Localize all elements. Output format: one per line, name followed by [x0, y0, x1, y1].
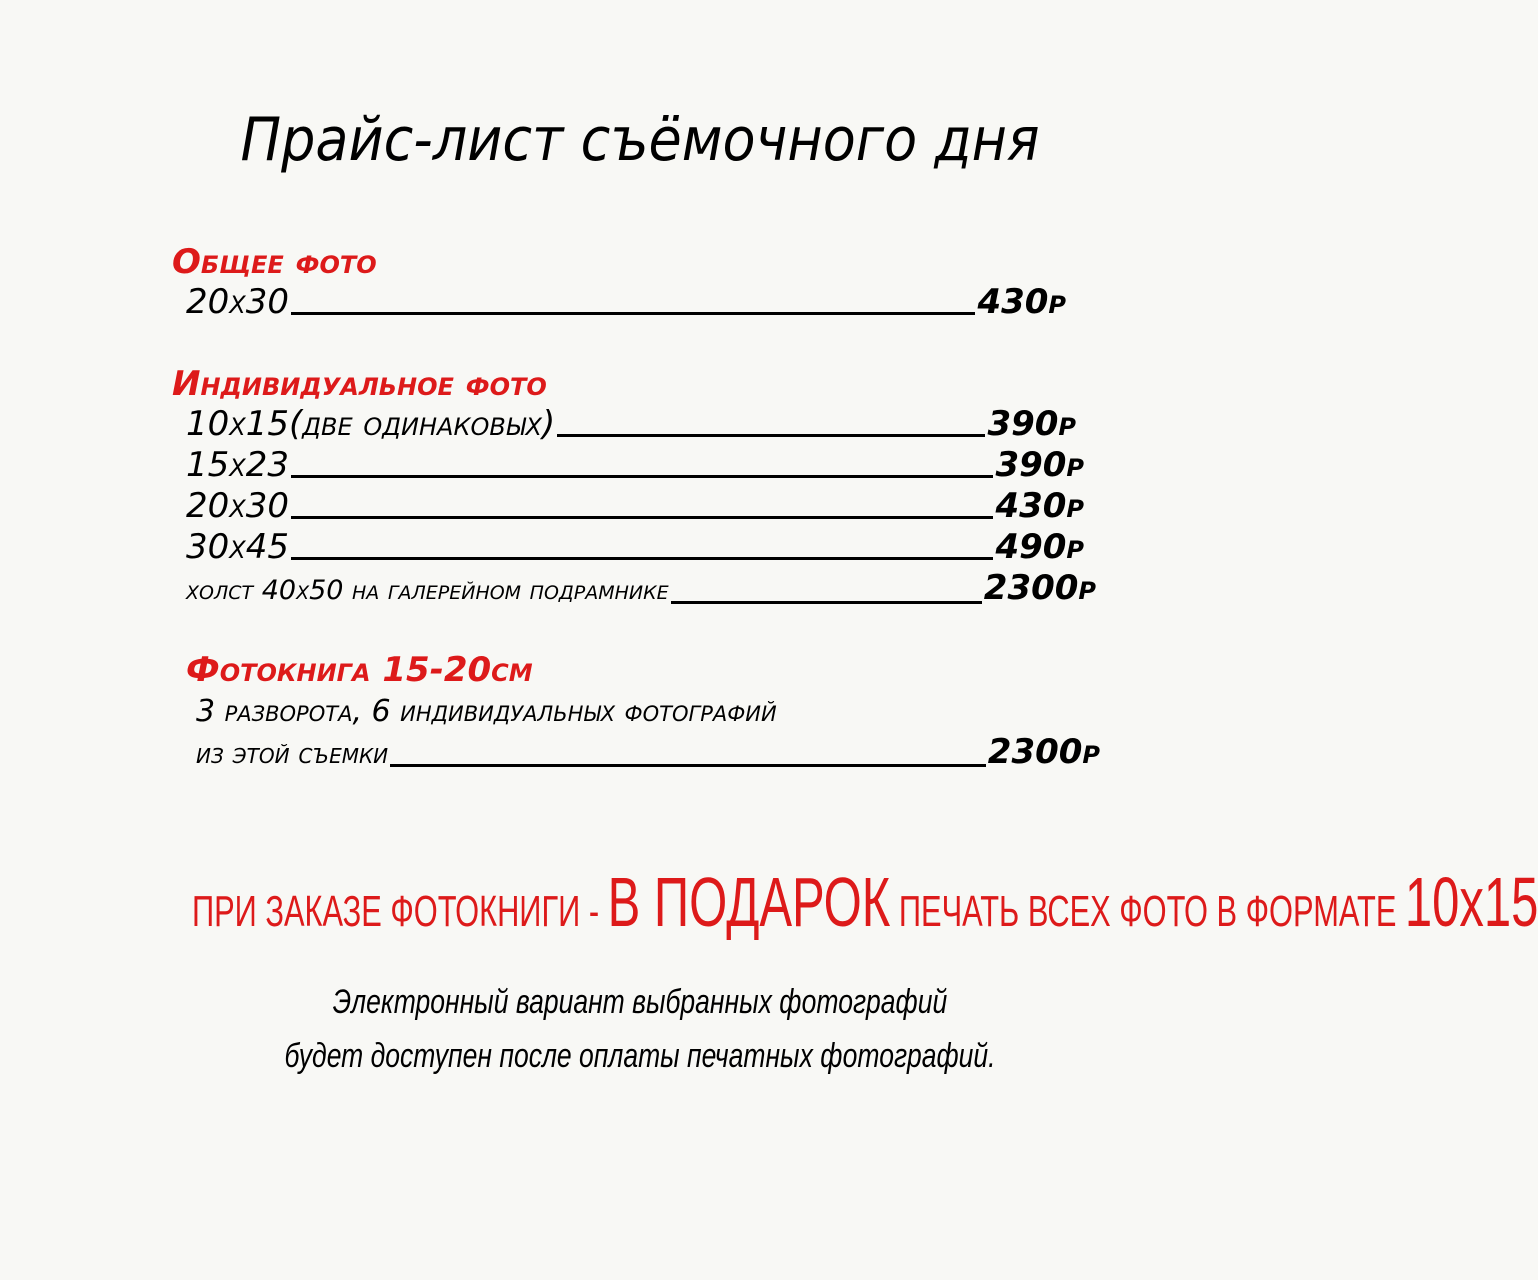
promo-format: 10х15 [1404, 863, 1538, 941]
promo-text: ПРИ ЗАКАЗЕ ФОТОКНИГИ - [192, 887, 608, 936]
item-label: из этой съемки [196, 737, 389, 770]
leader-line [390, 764, 986, 767]
price-row [196, 732, 1100, 774]
item-price: 430р [995, 486, 1084, 526]
leader-line [557, 434, 985, 437]
price-row [186, 282, 1066, 322]
promo-text: ПЕЧАТЬ ВСЕХ ФОТО В ФОРМАТЕ [890, 887, 1405, 936]
item-price: 2300р [983, 568, 1096, 608]
price-row [186, 486, 1084, 526]
item-price: 390р [995, 445, 1084, 485]
item-label: 20х30 [186, 486, 289, 526]
photobook-description: 3 разворота, 6 индивидуальных фотографий [196, 694, 777, 729]
item-price: 490р [995, 527, 1084, 567]
item-label: 15х23 [186, 445, 289, 485]
leader-line [671, 601, 982, 604]
price-row [186, 404, 1076, 444]
promo-highlight: В ПОДАРОК [607, 863, 891, 941]
price-row [186, 527, 1084, 567]
section-heading-photobook: Фотокнига 15-20см [186, 650, 533, 690]
price-row [186, 568, 1096, 611]
promo-banner [192, 862, 1538, 962]
item-label: 10х15(две одинаковых) [186, 404, 556, 444]
item-label: холст 40х50 на галерейном подрамнике [186, 575, 669, 606]
leader-line [291, 557, 993, 560]
item-price: 390р [987, 404, 1076, 444]
item-label: 20х30 [186, 282, 289, 322]
price-row [186, 445, 1084, 485]
page-title: Прайс-лист съёмочного дня [240, 105, 1040, 175]
section-heading-individual: Индивидуальное фото [172, 364, 547, 404]
leader-line [291, 475, 993, 478]
item-label: 30х45 [186, 527, 289, 567]
leader-line [291, 312, 975, 315]
item-price: 430р [977, 282, 1066, 322]
leader-line [291, 516, 993, 519]
note-line-1: Электронный вариант выбранных фотографий [332, 983, 948, 1021]
item-price: 2300р [987, 732, 1100, 772]
section-heading-common: Общее фото [172, 242, 377, 282]
note-line-2: будет доступен после оплаты печатных фотографий. [284, 1037, 996, 1075]
